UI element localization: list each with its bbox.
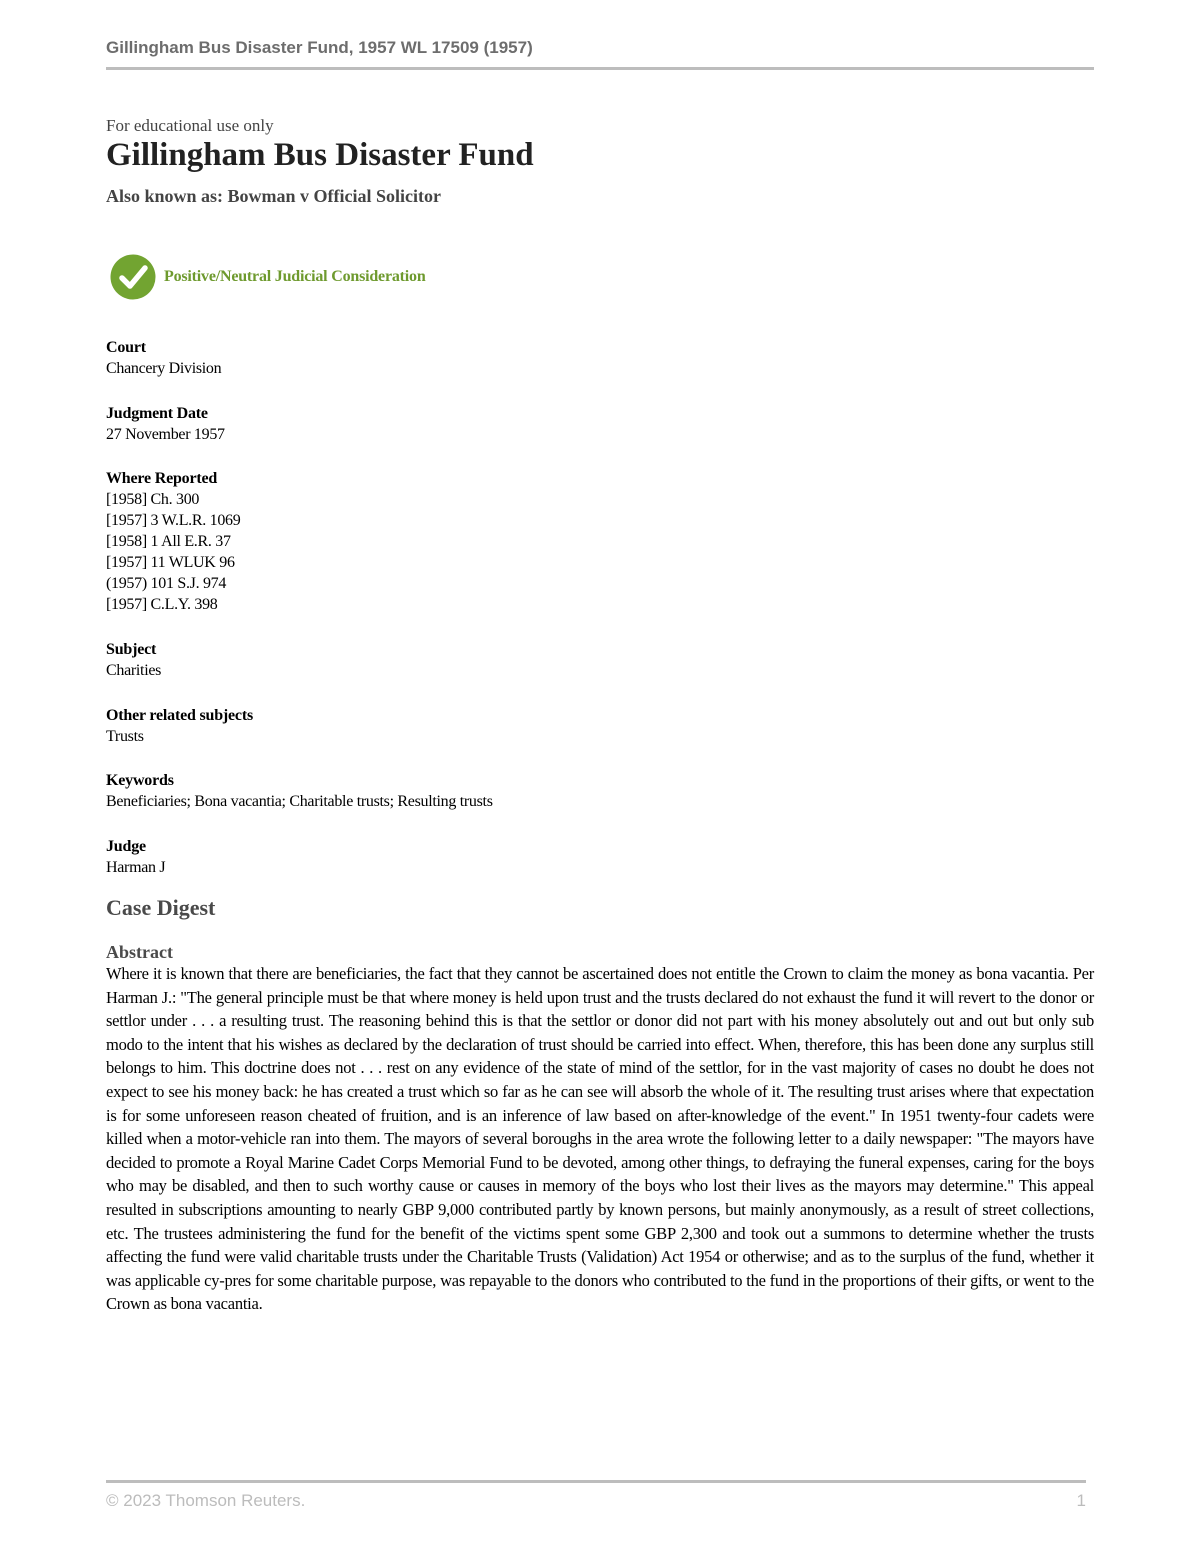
judgment-date-value: 27 November 1957 [106, 426, 225, 443]
judicial-consideration-status [106, 253, 1094, 301]
judgment-date-field [106, 403, 1094, 445]
educational-use-note: For educational use only [106, 116, 274, 135]
keywords-field [106, 770, 1094, 812]
copyright-notice: © 2023 Thomson Reuters. [106, 1491, 306, 1510]
abstract-text: Where it is known that there are beneficiaries, the fact that they cannot be ascertained does not entitle the Crown to claim the money as bona vacantia. Per Harman J.: "The general principle must be that where money is held upon trust and the trusts declared do not exhaust the fund it will revert to the donor or settlor under . . . a resulting trust. The reasoning behind this is that the settlor or donor did not part with his money absolutely out and out but only sub modo to the intent that his wishes as declared by the declaration of trust should be carried into effect. When, therefore, this has been done any surplus still belongs to him. This doctrine does not . . . rest on any evidence of the state of mind of the settlor, for in the vast majority of cases no doubt he does not expect to see his money back: he has created a trust which so far as he can see will absorb the whole of it. The resulting trust arises where that expectation is for some unforeseen reason cheated of fruition, and is an inference of law based on after-knowledge of the event." In 1951 twenty-four cadets were killed when a motor-vehicle ran into them. The mayors of several boroughs in the area wrote the following letter to a daily newspaper: "The mayors have decided to promote a Royal Marine Cadet Corps Memorial Fund to be devoted, among other things, to defraying the funeral expenses, caring for the boys who may be disabled, and then to such worthy cause or causes in memory of the boys who lost their lives as the mayors may determine." This appeal resulted in subscriptions amounting to nearly GBP 9,000 contributed partly by known persons, but mainly anonymously, as a result of street collections, etc. The trustees administering the fund for the benefit of the victims spent some GBP 2,300 and took out a summons to determine whether the trusts affecting the fund were valid charitable trusts under the Charitable Trusts (Validation) Act 1954 or otherwise; and as to the surplus of the fund, whether it was applicable cy-pres for some charitable purpose, was repayable to the donors who contributed to the fund in the proportions of their gifts, or went to the Crown as bona vacantia. [106, 964, 1094, 1314]
citation-item: [1958] 1 All E.R. 37 [106, 533, 231, 550]
subject-field [106, 639, 1094, 681]
court-label: Court [106, 339, 146, 356]
where-reported-field [106, 468, 1094, 615]
court-field [106, 337, 1094, 379]
judge-value: Harman J [106, 859, 166, 876]
page-header [106, 37, 1094, 70]
header-title: Gillingham Bus Disaster Fund, 1957 WL 17509 (1957) [106, 38, 533, 57]
subject-value: Charities [106, 662, 162, 679]
page-number: 1 [1076, 1491, 1086, 1510]
page-footer [106, 1480, 1086, 1523]
case-digest-heading: Case Digest [106, 895, 216, 920]
other-related-subjects-field [106, 705, 1094, 747]
check-circle-icon [110, 254, 156, 300]
court-value: Chancery Division [106, 360, 222, 377]
abstract-heading: Abstract [106, 942, 173, 962]
citation-item: [1958] Ch. 300 [106, 491, 200, 508]
citation-item: [1957] 11 WLUK 96 [106, 554, 235, 571]
document-body [106, 115, 1094, 1316]
keywords-value: Beneficiaries; Bona vacantia; Charitable trusts; Resulting trusts [106, 793, 493, 810]
citation-item: [1957] C.L.Y. 398 [106, 596, 218, 613]
where-reported-label: Where Reported [106, 470, 218, 487]
also-known-as: Also known as: Bowman v Official Solicitor [106, 186, 442, 206]
judge-label: Judge [106, 838, 146, 855]
document-title: Gillingham Bus Disaster Fund [106, 137, 534, 173]
citation-item: [1957] 3 W.L.R. 1069 [106, 512, 241, 529]
other-related-subjects-value: Trusts [106, 728, 144, 745]
other-related-subjects-label: Other related subjects [106, 707, 253, 724]
citation-item: (1957) 101 S.J. 974 [106, 575, 227, 592]
judgment-date-label: Judgment Date [106, 405, 208, 422]
keywords-label: Keywords [106, 772, 174, 789]
judge-field [106, 836, 1094, 878]
subject-label: Subject [106, 641, 157, 658]
status-label: Positive/Neutral Judicial Consideration [164, 268, 426, 285]
